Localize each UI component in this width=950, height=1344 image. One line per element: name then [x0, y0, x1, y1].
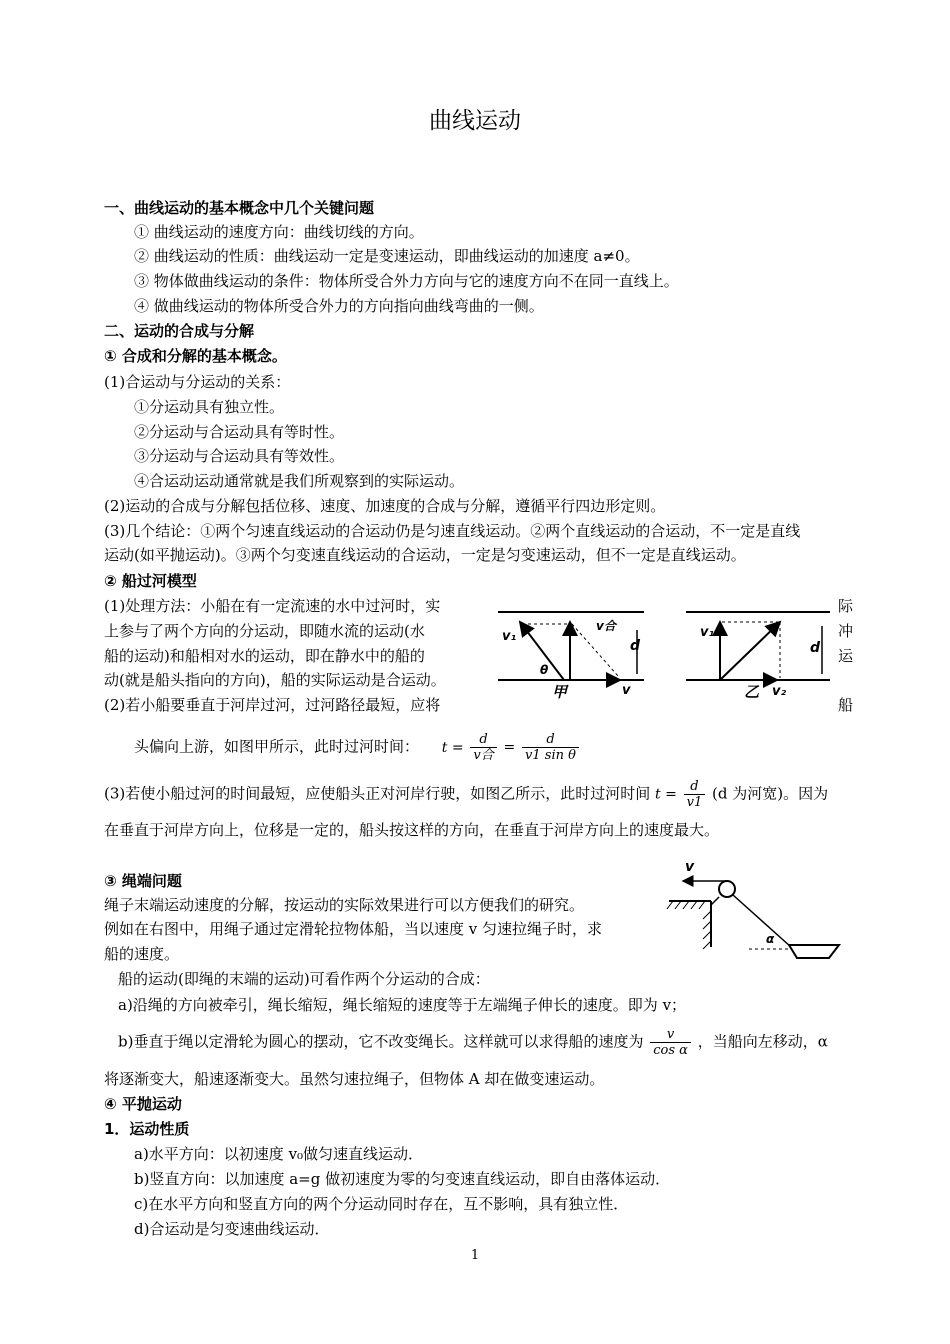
paragraph-line: 绳子末端运动速度的分解，按运动的实际效果进行可以方便我们的研究。: [104, 896, 585, 914]
subsection-heading: ② 船过河模型: [104, 572, 197, 590]
paragraph-line: ，当船向左移动，α: [697, 1032, 828, 1051]
list-item: a)水平方向：以初速度 v₀做匀速直线运动．: [134, 1145, 424, 1163]
list-item: c)在水平方向和竖直方向的两个分运动同时存在，互不影响，具有独立性．: [134, 1195, 629, 1213]
paragraph-line: (d 为河宽)。因为: [712, 784, 829, 803]
paragraph-line: a)沿绳的方向被牵引，绳长缩短，绳长缩短的速度等于左端绳子伸长的速度。即为 v；: [118, 996, 687, 1014]
paragraph-with-equation: [118, 1027, 828, 1058]
paragraph-line: 例如在右图中，用绳子通过定滑轮拉物体船，当以速度 v 匀速拉绳子时，求: [104, 920, 603, 938]
label-jia: 甲: [552, 683, 568, 700]
s1-item: ④ 做曲线运动的物体所受合外力的方向指向曲线弯曲的一侧。: [134, 297, 544, 315]
paragraph: (3)几个结论：①两个匀速直线运动的合运动仍是匀速直线运动。②两个直线运动的合运动，不一定是直线: [104, 522, 801, 540]
paragraph-with-equation: [134, 732, 581, 763]
paragraph-line: (1)处理方法：小船在有一定流速的水中过河时，实: [104, 597, 441, 615]
page-title: 曲线运动: [429, 108, 521, 134]
rope-pulley-figure: [665, 855, 845, 965]
right-char: 际: [838, 597, 854, 615]
paragraph-line: 船的运动(即绳的末端的运动)可看作两个分运动的合成：: [118, 970, 490, 988]
paragraph: (2)运动的合成与分解包括位移、速度、加速度的合成与分解，遵循平行四边形定则。: [104, 497, 666, 515]
right-char: 船: [838, 696, 854, 714]
list-item: ④合运动运动通常就是我们所观察到的实际运动。: [134, 472, 465, 490]
paragraph-line: 将逐渐变大，船速逐渐变大。虽然匀速拉绳子，但物体 A 却在做变速运动。: [104, 1070, 605, 1088]
paragraph-line: 动(就是船头指向的方向)，船的实际运动是合运动。: [104, 671, 446, 689]
right-char: 冲: [838, 622, 854, 640]
paragraph-line: 船的速度。: [104, 945, 180, 963]
list-item: ①分运动具有独立性。: [134, 398, 285, 416]
section-2-heading: 二、运动的合成与分解: [104, 322, 255, 340]
label-v1: v₁: [502, 629, 517, 644]
s1-item: ② 曲线运动的性质：曲线运动一定是变速运动，即曲线运动的加速度 a≠0。: [134, 247, 640, 265]
label-v2: v₂: [772, 684, 787, 699]
right-char: 运: [838, 647, 854, 665]
subsection-heading: ③ 绳端问题: [104, 872, 182, 890]
eq-symbol: =: [503, 739, 516, 756]
paragraph-line: b)垂直于绳以定滑轮为圆心的摆动，它不改变绳长。这样就可以求得船的速度为: [118, 1032, 644, 1051]
paragraph-line: 头偏向上游，如图甲所示，此时过河时间：: [134, 737, 420, 756]
label-alpha: α: [766, 932, 775, 946]
list-item: b)竖直方向：以加速度 a=g 做初速度为零的匀变速直线运动，即自由落体运动．: [134, 1170, 671, 1188]
label-v-he: v合: [596, 619, 616, 633]
label-d: d: [810, 640, 821, 656]
list-item: ②分运动与合运动具有等时性。: [134, 423, 345, 441]
label-d: d: [630, 638, 641, 654]
page-number: 1: [470, 1248, 480, 1263]
paragraph: (1)合运动与分运动的关系：: [104, 373, 291, 391]
eq-symbol: t =: [441, 739, 464, 756]
paragraph: 运动(如平抛运动)。③两个匀变速直线运动的合运动，一定是匀变速运动，但不一定是直线运动。: [104, 546, 746, 564]
label-v: v: [622, 683, 631, 698]
label-theta: θ: [540, 663, 549, 677]
paragraph-line: (3)若使小船过河的时间最短，应使船头正对河岸行驶，如图乙所示，此时过河时间: [104, 784, 651, 803]
subsection-heading: ① 合成和分解的基本概念。: [104, 347, 287, 365]
section-1-heading: 一、曲线运动的基本概念中几个关键问题: [104, 199, 375, 217]
label-yi: 乙: [744, 683, 760, 700]
list-item: ③分运动与合运动具有等效性。: [134, 447, 345, 465]
paragraph-line: (2)若小船要垂直于河岸过河，过河路径最短，应将: [104, 696, 441, 714]
paragraph-line: 上参与了两个方向的分运动，即随水流的运动(水: [104, 622, 425, 640]
boat-crossing-figure: [492, 600, 842, 700]
paragraph-line: 船的运动)和船相对水的运动，即在静水中的船的: [104, 647, 425, 665]
eq-symbol: t =: [655, 786, 677, 803]
fraction: $\frac{d}{\text{v合}}$: [470, 732, 496, 763]
paragraph-with-equation: [104, 779, 828, 810]
fraction: $\frac{d}{\text{v1 sin θ}}$: [522, 732, 579, 763]
list-item: d)合运动是匀变速曲线运动．: [134, 1220, 330, 1238]
s1-item: ① 曲线运动的速度方向：曲线切线的方向。: [134, 223, 424, 241]
fraction: $\frac{d}{v1}$: [684, 779, 706, 810]
fraction: $\frac{v}{\text{cos α}}$: [650, 1027, 691, 1058]
label-v1: v₁: [700, 625, 715, 640]
paragraph-line: 在垂直于河岸方向上，位移是一定的，船头按这样的方向，在垂直于河岸方向上的速度最大。: [104, 821, 720, 839]
s1-item: ③ 物体做曲线运动的条件：物体所受合外力方向与它的速度方向不在同一直线上。: [134, 272, 679, 290]
subsection-heading: 1．运动性质: [104, 1120, 190, 1138]
label-v: v: [685, 859, 695, 875]
subsection-heading: ④ 平抛运动: [104, 1095, 182, 1113]
